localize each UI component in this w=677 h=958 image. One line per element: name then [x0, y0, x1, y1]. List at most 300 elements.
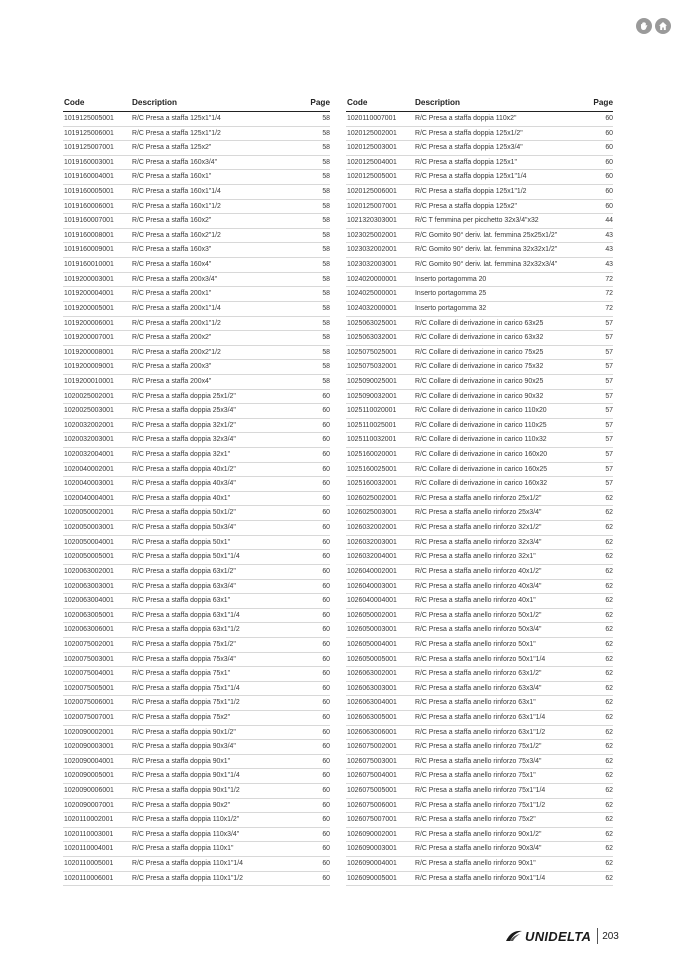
row-description: R/C Presa a staffa doppia 110x2" — [415, 115, 517, 122]
row-code: 1026025002001 — [347, 494, 397, 502]
row-description: R/C Presa a staffa doppia 32x3/4" — [132, 436, 236, 444]
row-description: R/C Presa a staffa doppia 125x3/4" — [415, 144, 523, 152]
row-code: 1026040003001 — [347, 582, 397, 590]
row-description: R/C Gomito 90° deriv. lat. femmina 32x32x3/4" — [415, 261, 558, 269]
row-page: 60 — [322, 567, 330, 575]
table-row — [63, 799, 330, 814]
table-row — [63, 521, 330, 536]
row-code: 1026075007001 — [347, 816, 397, 824]
row-page: 62 — [605, 582, 613, 590]
table-row — [346, 419, 613, 434]
row-page: 60 — [322, 451, 330, 459]
row-description: R/C Presa a staffa doppia 25x3/4" — [132, 407, 236, 415]
row-page: 60 — [322, 684, 330, 692]
row-page: 62 — [605, 611, 613, 619]
row-page: 58 — [322, 290, 330, 298]
table-row — [346, 112, 613, 127]
table-row — [63, 536, 330, 551]
table-row — [346, 229, 613, 244]
row-description: R/C Presa a staffa anello rinforzo 75x1" — [415, 772, 536, 780]
row-code: 1025160020001 — [347, 451, 397, 459]
row-code: 1026063006001 — [347, 728, 397, 736]
row-description: R/C Presa a staffa doppia 75x3/4" — [132, 655, 236, 663]
table-row — [346, 404, 613, 419]
row-code: 1020125007001 — [347, 202, 397, 210]
row-description: R/C Presa a staffa anello rinforzo 32x1/2" — [415, 524, 542, 532]
row-page: 60 — [322, 845, 330, 853]
row-description: R/C Presa a staffa doppia 75x1" — [132, 670, 231, 678]
row-description: R/C Presa a staffa anello rinforzo 63x3/4" — [415, 684, 542, 692]
row-page: 60 — [322, 801, 330, 809]
row-page: 60 — [605, 158, 613, 166]
table-row — [346, 609, 613, 624]
table-row — [346, 623, 613, 638]
row-description: R/C Collare di derivazione in carico 63x32 — [415, 334, 544, 342]
row-code: 1023025002001 — [347, 231, 397, 239]
row-code: 1025110025001 — [347, 421, 397, 429]
row-description: R/C Presa a staffa 160x4" — [132, 261, 212, 269]
table-row — [63, 506, 330, 521]
row-code: 1026050003001 — [347, 626, 397, 634]
table-row — [346, 463, 613, 478]
row-description: R/C Presa a staffa anello rinforzo 90x1"1/4 — [415, 874, 546, 882]
row-code: 1025075025001 — [347, 348, 397, 356]
row-page: 72 — [605, 275, 613, 283]
row-page: 43 — [605, 231, 613, 239]
table-row — [346, 302, 613, 317]
row-code: 1019200008001 — [64, 348, 114, 356]
table-row — [63, 302, 330, 317]
row-page: 57 — [605, 436, 613, 444]
table-row — [346, 287, 613, 302]
row-description: R/C T femmina per picchetto 32x3/4"x32 — [415, 217, 539, 225]
table-row — [346, 390, 613, 405]
row-page: 58 — [322, 348, 330, 356]
row-description: R/C Gomito 90° deriv. lat. femmina 25x25x1/2" — [415, 231, 558, 239]
row-page: 62 — [605, 713, 613, 721]
row-code: 1020032004001 — [64, 451, 114, 459]
row-code: 1025075032001 — [347, 363, 397, 371]
row-description: R/C Presa a staffa doppia 75x1"1/2 — [132, 699, 240, 707]
table-row — [63, 580, 330, 595]
row-description: R/C Collare di derivazione in carico 160x32 — [415, 480, 548, 488]
row-code: 1020090007001 — [64, 801, 114, 809]
row-code: 1026075003001 — [347, 757, 397, 765]
table-row — [63, 433, 330, 448]
row-description: R/C Presa a staffa doppia 125x1/2" — [415, 129, 523, 137]
table-row — [346, 156, 613, 171]
row-page: 58 — [322, 129, 330, 137]
row-code: 1019125007001 — [64, 144, 114, 152]
row-page: 60 — [605, 173, 613, 181]
row-description: R/C Presa a staffa anello rinforzo 75x1"1/2 — [415, 801, 546, 809]
row-code: 1020110007001 — [347, 115, 397, 122]
row-code: 1019200004001 — [64, 290, 114, 298]
right-table-body — [346, 112, 613, 886]
table-row — [346, 360, 613, 375]
row-description: R/C Presa a staffa anello rinforzo 40x3/4" — [415, 582, 542, 590]
row-page: 60 — [322, 582, 330, 590]
table-row — [63, 769, 330, 784]
row-code: 1026063005001 — [347, 713, 397, 721]
row-description: R/C Presa a staffa anello rinforzo 63x1"1/4 — [415, 713, 546, 721]
row-description: R/C Presa a staffa anello rinforzo 90x1" — [415, 860, 536, 868]
row-page: 60 — [322, 757, 330, 765]
row-code: 1020063003001 — [64, 582, 114, 590]
table-row — [346, 331, 613, 346]
table-row — [346, 828, 613, 843]
row-description: R/C Presa a staffa doppia 63x3/4" — [132, 582, 236, 590]
row-code: 1026075006001 — [347, 801, 397, 809]
row-description: R/C Presa a staffa doppia 50x1"1/4 — [132, 553, 240, 561]
table-row — [346, 784, 613, 799]
row-page: 60 — [322, 509, 330, 517]
row-code: 1020090005001 — [64, 772, 114, 780]
row-description: Inserto portagomma 25 — [415, 290, 487, 298]
table-row — [346, 857, 613, 872]
row-code: 1025160032001 — [347, 480, 397, 488]
row-code: 1023032002001 — [347, 246, 397, 254]
row-description: R/C Presa a staffa doppia 90x1"1/4 — [132, 772, 240, 780]
row-page: 58 — [322, 261, 330, 269]
row-description: R/C Presa a staffa 125x1"1/2 — [132, 129, 221, 137]
row-code: 1026063004001 — [347, 699, 397, 707]
row-description: R/C Gomito 90° deriv. lat. femmina 32x32x1/2" — [415, 246, 558, 254]
row-page: 57 — [605, 363, 613, 371]
row-description: R/C Presa a staffa doppia 90x3/4" — [132, 743, 236, 751]
table-row — [346, 273, 613, 288]
row-description: R/C Presa a staffa anello rinforzo 32x1" — [415, 553, 536, 561]
row-page: 58 — [322, 188, 330, 196]
table-row — [346, 127, 613, 142]
table-row — [63, 448, 330, 463]
row-description: R/C Presa a staffa anello rinforzo 40x1" — [415, 597, 536, 605]
row-page: 60 — [322, 524, 330, 532]
row-description: R/C Presa a staffa anello rinforzo 75x1/2" — [415, 743, 542, 751]
row-description: R/C Presa a staffa 200x3/4" — [132, 275, 218, 283]
row-page: 58 — [322, 275, 330, 283]
row-code: 1019160005001 — [64, 188, 114, 196]
row-code: 1026040002001 — [347, 567, 397, 575]
row-code: 1026032003001 — [347, 538, 397, 546]
table-row — [63, 346, 330, 361]
row-description: R/C Presa a staffa doppia 110x1" — [132, 845, 234, 853]
row-description: R/C Presa a staffa doppia 50x1" — [132, 538, 231, 546]
table-row — [63, 200, 330, 215]
row-page: 57 — [605, 465, 613, 473]
row-code: 1020110005001 — [64, 860, 114, 868]
row-page: 60 — [322, 392, 330, 400]
row-description: R/C Presa a staffa doppia 25x1/2" — [132, 392, 236, 400]
row-page: 58 — [322, 217, 330, 225]
header-page: Page — [310, 98, 330, 107]
row-description: R/C Collare di derivazione in carico 110x25 — [415, 421, 547, 429]
table-row — [63, 273, 330, 288]
row-code: 1020063004001 — [64, 597, 114, 605]
row-code: 1019200010001 — [64, 377, 114, 385]
row-page: 60 — [322, 670, 330, 678]
row-code: 1019160007001 — [64, 217, 114, 225]
table-row — [63, 112, 330, 127]
table-row — [346, 594, 613, 609]
row-description: R/C Presa a staffa doppia 32x1/2" — [132, 421, 236, 429]
table-row — [63, 711, 330, 726]
table-row — [346, 433, 613, 448]
row-description: R/C Presa a staffa doppia 110x1/2" — [132, 816, 240, 824]
page-footer — [505, 928, 619, 944]
row-page: 62 — [605, 830, 613, 838]
table-row — [63, 477, 330, 492]
logo-mark-icon — [505, 929, 523, 943]
row-page: 60 — [322, 787, 330, 795]
row-description: R/C Presa a staffa 200x2" — [132, 334, 212, 342]
row-code: 1026050002001 — [347, 611, 397, 619]
row-code: 1025110020001 — [347, 407, 397, 415]
row-code: 1020125005001 — [347, 173, 397, 181]
table-row — [63, 696, 330, 711]
row-code: 1019160009001 — [64, 246, 114, 254]
row-page: 58 — [322, 231, 330, 239]
row-page: 60 — [322, 465, 330, 473]
row-description: R/C Presa a staffa doppia 50x1/2" — [132, 509, 236, 517]
table-row — [346, 682, 613, 697]
header-code: Code — [64, 98, 85, 107]
row-code: 1019200007001 — [64, 334, 114, 342]
table-row — [346, 740, 613, 755]
row-description: R/C Presa a staffa doppia 75x2" — [132, 713, 231, 721]
row-code: 1026090004001 — [347, 860, 397, 868]
table-row — [346, 477, 613, 492]
row-code: 1020075002001 — [64, 640, 114, 648]
row-code: 1026063002001 — [347, 670, 397, 678]
row-page: 62 — [605, 553, 613, 561]
row-description: R/C Presa a staffa doppia 110x1"1/4 — [132, 860, 243, 868]
row-page: 62 — [605, 640, 613, 648]
row-page: 62 — [605, 670, 613, 678]
row-description: R/C Presa a staffa anello rinforzo 25x1/2" — [415, 494, 542, 502]
row-page: 60 — [322, 874, 330, 882]
row-page: 57 — [605, 480, 613, 488]
table-row — [63, 726, 330, 741]
row-description: R/C Presa a staffa doppia 125x1"1/2 — [415, 188, 527, 196]
table-row — [346, 346, 613, 361]
row-description: R/C Presa a staffa anello rinforzo 32x3/4" — [415, 538, 542, 546]
table-row — [346, 185, 613, 200]
row-code: 1026075005001 — [347, 787, 397, 795]
row-description: Inserto portagomma 20 — [415, 275, 487, 283]
row-description: R/C Presa a staffa doppia 90x2" — [132, 801, 231, 809]
row-code: 1020040004001 — [64, 494, 114, 502]
row-description: R/C Collare di derivazione in carico 63x25 — [415, 319, 544, 327]
row-description: R/C Presa a staffa 200x1"1/2 — [132, 319, 221, 327]
row-page: 58 — [322, 334, 330, 342]
row-description: R/C Collare di derivazione in carico 75x25 — [415, 348, 544, 356]
table-row — [346, 667, 613, 682]
left-column-table — [63, 97, 330, 886]
table-row — [346, 141, 613, 156]
row-code: 1020050003001 — [64, 524, 114, 532]
row-description: R/C Presa a staffa doppia 75x1"1/4 — [132, 684, 240, 692]
hand-icon[interactable] — [636, 18, 652, 34]
table-row — [63, 375, 330, 390]
row-code: 1020040003001 — [64, 480, 114, 488]
row-page: 62 — [605, 874, 613, 882]
row-description: R/C Presa a staffa anello rinforzo 90x1/2" — [415, 830, 542, 838]
table-row — [346, 769, 613, 784]
row-page: 57 — [605, 377, 613, 385]
row-page: 60 — [322, 553, 330, 561]
row-description: R/C Collare di derivazione in carico 90x32 — [415, 392, 544, 400]
table-row — [63, 287, 330, 302]
row-page: 60 — [322, 713, 330, 721]
row-page: 57 — [605, 348, 613, 356]
table-row — [63, 243, 330, 258]
row-code: 1020125006001 — [347, 188, 397, 196]
table-row — [63, 463, 330, 478]
row-code: 1019200006001 — [64, 319, 114, 327]
table-row — [346, 799, 613, 814]
row-description: R/C Presa a staffa anello rinforzo 50x3/4" — [415, 626, 542, 634]
row-code: 1020090003001 — [64, 743, 114, 751]
row-page: 62 — [605, 524, 613, 532]
table-row — [63, 156, 330, 171]
table-row — [63, 214, 330, 229]
row-description: R/C Presa a staffa doppia 90x1" — [132, 757, 231, 765]
row-description: R/C Presa a staffa anello rinforzo 63x1"1/2 — [415, 728, 546, 736]
row-description: R/C Presa a staffa 200x1" — [132, 290, 212, 298]
row-description: R/C Presa a staffa doppia 63x1" — [132, 597, 231, 605]
row-page: 60 — [322, 743, 330, 751]
table-row — [346, 506, 613, 521]
row-page: 72 — [605, 290, 613, 298]
table-row — [346, 638, 613, 653]
row-page: 60 — [322, 494, 330, 502]
row-code: 1019125005001 — [64, 115, 114, 122]
table-row — [346, 755, 613, 770]
row-description: R/C Presa a staffa anello rinforzo 75x2" — [415, 816, 536, 824]
row-code: 1020050005001 — [64, 553, 114, 561]
table-row — [346, 170, 613, 185]
row-page: 57 — [605, 407, 613, 415]
table-row — [63, 609, 330, 624]
page-number: 203 — [602, 930, 619, 942]
row-code: 1019200005001 — [64, 304, 114, 312]
row-page: 60 — [322, 830, 330, 838]
table-row — [63, 842, 330, 857]
row-page: 60 — [322, 772, 330, 780]
table-row — [346, 726, 613, 741]
nav-icons — [636, 18, 671, 34]
table-row — [63, 492, 330, 507]
row-code: 1020040002001 — [64, 465, 114, 473]
row-description: R/C Presa a staffa anello rinforzo 63x1/2" — [415, 670, 542, 678]
table-row — [346, 536, 613, 551]
row-page: 62 — [605, 845, 613, 853]
row-code: 1025160025001 — [347, 465, 397, 473]
row-code: 1025110032001 — [347, 436, 397, 444]
row-page: 60 — [605, 202, 613, 210]
row-description: R/C Presa a staffa doppia 75x1/2" — [132, 640, 236, 648]
row-page: 58 — [322, 304, 330, 312]
row-code: 1020110006001 — [64, 874, 114, 882]
row-page: 62 — [605, 538, 613, 546]
row-page: 62 — [605, 494, 613, 502]
table-row — [63, 360, 330, 375]
row-code: 1023032003001 — [347, 261, 397, 269]
home-icon[interactable] — [655, 18, 671, 34]
row-description: Inserto portagomma 32 — [415, 304, 487, 312]
unidelta-logo — [505, 929, 591, 944]
table-row — [346, 550, 613, 565]
table-row — [346, 696, 613, 711]
table-row — [346, 653, 613, 668]
table-row — [346, 711, 613, 726]
row-page: 62 — [605, 655, 613, 663]
row-code: 1025063032001 — [347, 334, 397, 342]
table-row — [63, 740, 330, 755]
row-description: R/C Presa a staffa doppia 110x3/4" — [132, 830, 240, 838]
row-description: R/C Presa a staffa doppia 125x2" — [415, 202, 517, 210]
row-code: 1020050004001 — [64, 538, 114, 546]
row-code: 1026050004001 — [347, 640, 397, 648]
row-description: R/C Presa a staffa anello rinforzo 50x1"1/4 — [415, 655, 546, 663]
row-code: 1020025003001 — [64, 407, 114, 415]
row-page: 58 — [322, 158, 330, 166]
row-page: 62 — [605, 787, 613, 795]
table-row — [346, 872, 613, 887]
row-description: R/C Presa a staffa doppia 110x1"1/2 — [132, 874, 243, 882]
table-row — [63, 258, 330, 273]
table-row — [63, 229, 330, 244]
row-code: 1020125002001 — [347, 129, 397, 137]
row-page: 60 — [322, 597, 330, 605]
row-description: R/C Presa a staffa anello rinforzo 40x1/2" — [415, 567, 542, 575]
row-description: R/C Presa a staffa 160x2"1/2 — [132, 231, 221, 239]
table-row — [346, 521, 613, 536]
table-row — [63, 127, 330, 142]
row-code: 1020050002001 — [64, 509, 114, 517]
row-page: 60 — [322, 626, 330, 634]
row-page: 62 — [605, 801, 613, 809]
row-description: R/C Presa a staffa 200x4" — [132, 377, 212, 385]
row-page: 60 — [322, 407, 330, 415]
row-code: 1019160010001 — [64, 261, 114, 269]
row-page: 58 — [322, 144, 330, 152]
row-page: 62 — [605, 699, 613, 707]
table-row — [63, 317, 330, 332]
row-code: 1020025002001 — [64, 392, 114, 400]
row-page: 60 — [322, 421, 330, 429]
row-page: 62 — [605, 772, 613, 780]
row-code: 1020063005001 — [64, 611, 114, 619]
row-page: 57 — [605, 319, 613, 327]
row-code: 1026075004001 — [347, 772, 397, 780]
row-code: 1019160008001 — [64, 231, 114, 239]
table-row — [63, 594, 330, 609]
table-row — [63, 550, 330, 565]
right-column-table — [346, 97, 613, 886]
table-row — [346, 580, 613, 595]
row-page: 58 — [322, 319, 330, 327]
table-row — [346, 214, 613, 229]
row-description: R/C Collare di derivazione in carico 110x20 — [415, 407, 547, 415]
row-page: 60 — [322, 611, 330, 619]
row-code: 1026032004001 — [347, 553, 397, 561]
row-page: 58 — [322, 173, 330, 181]
row-description: R/C Presa a staffa doppia 125x1"1/4 — [415, 173, 527, 181]
row-description: R/C Collare di derivazione in carico 90x25 — [415, 377, 544, 385]
row-code: 1019160003001 — [64, 158, 114, 166]
